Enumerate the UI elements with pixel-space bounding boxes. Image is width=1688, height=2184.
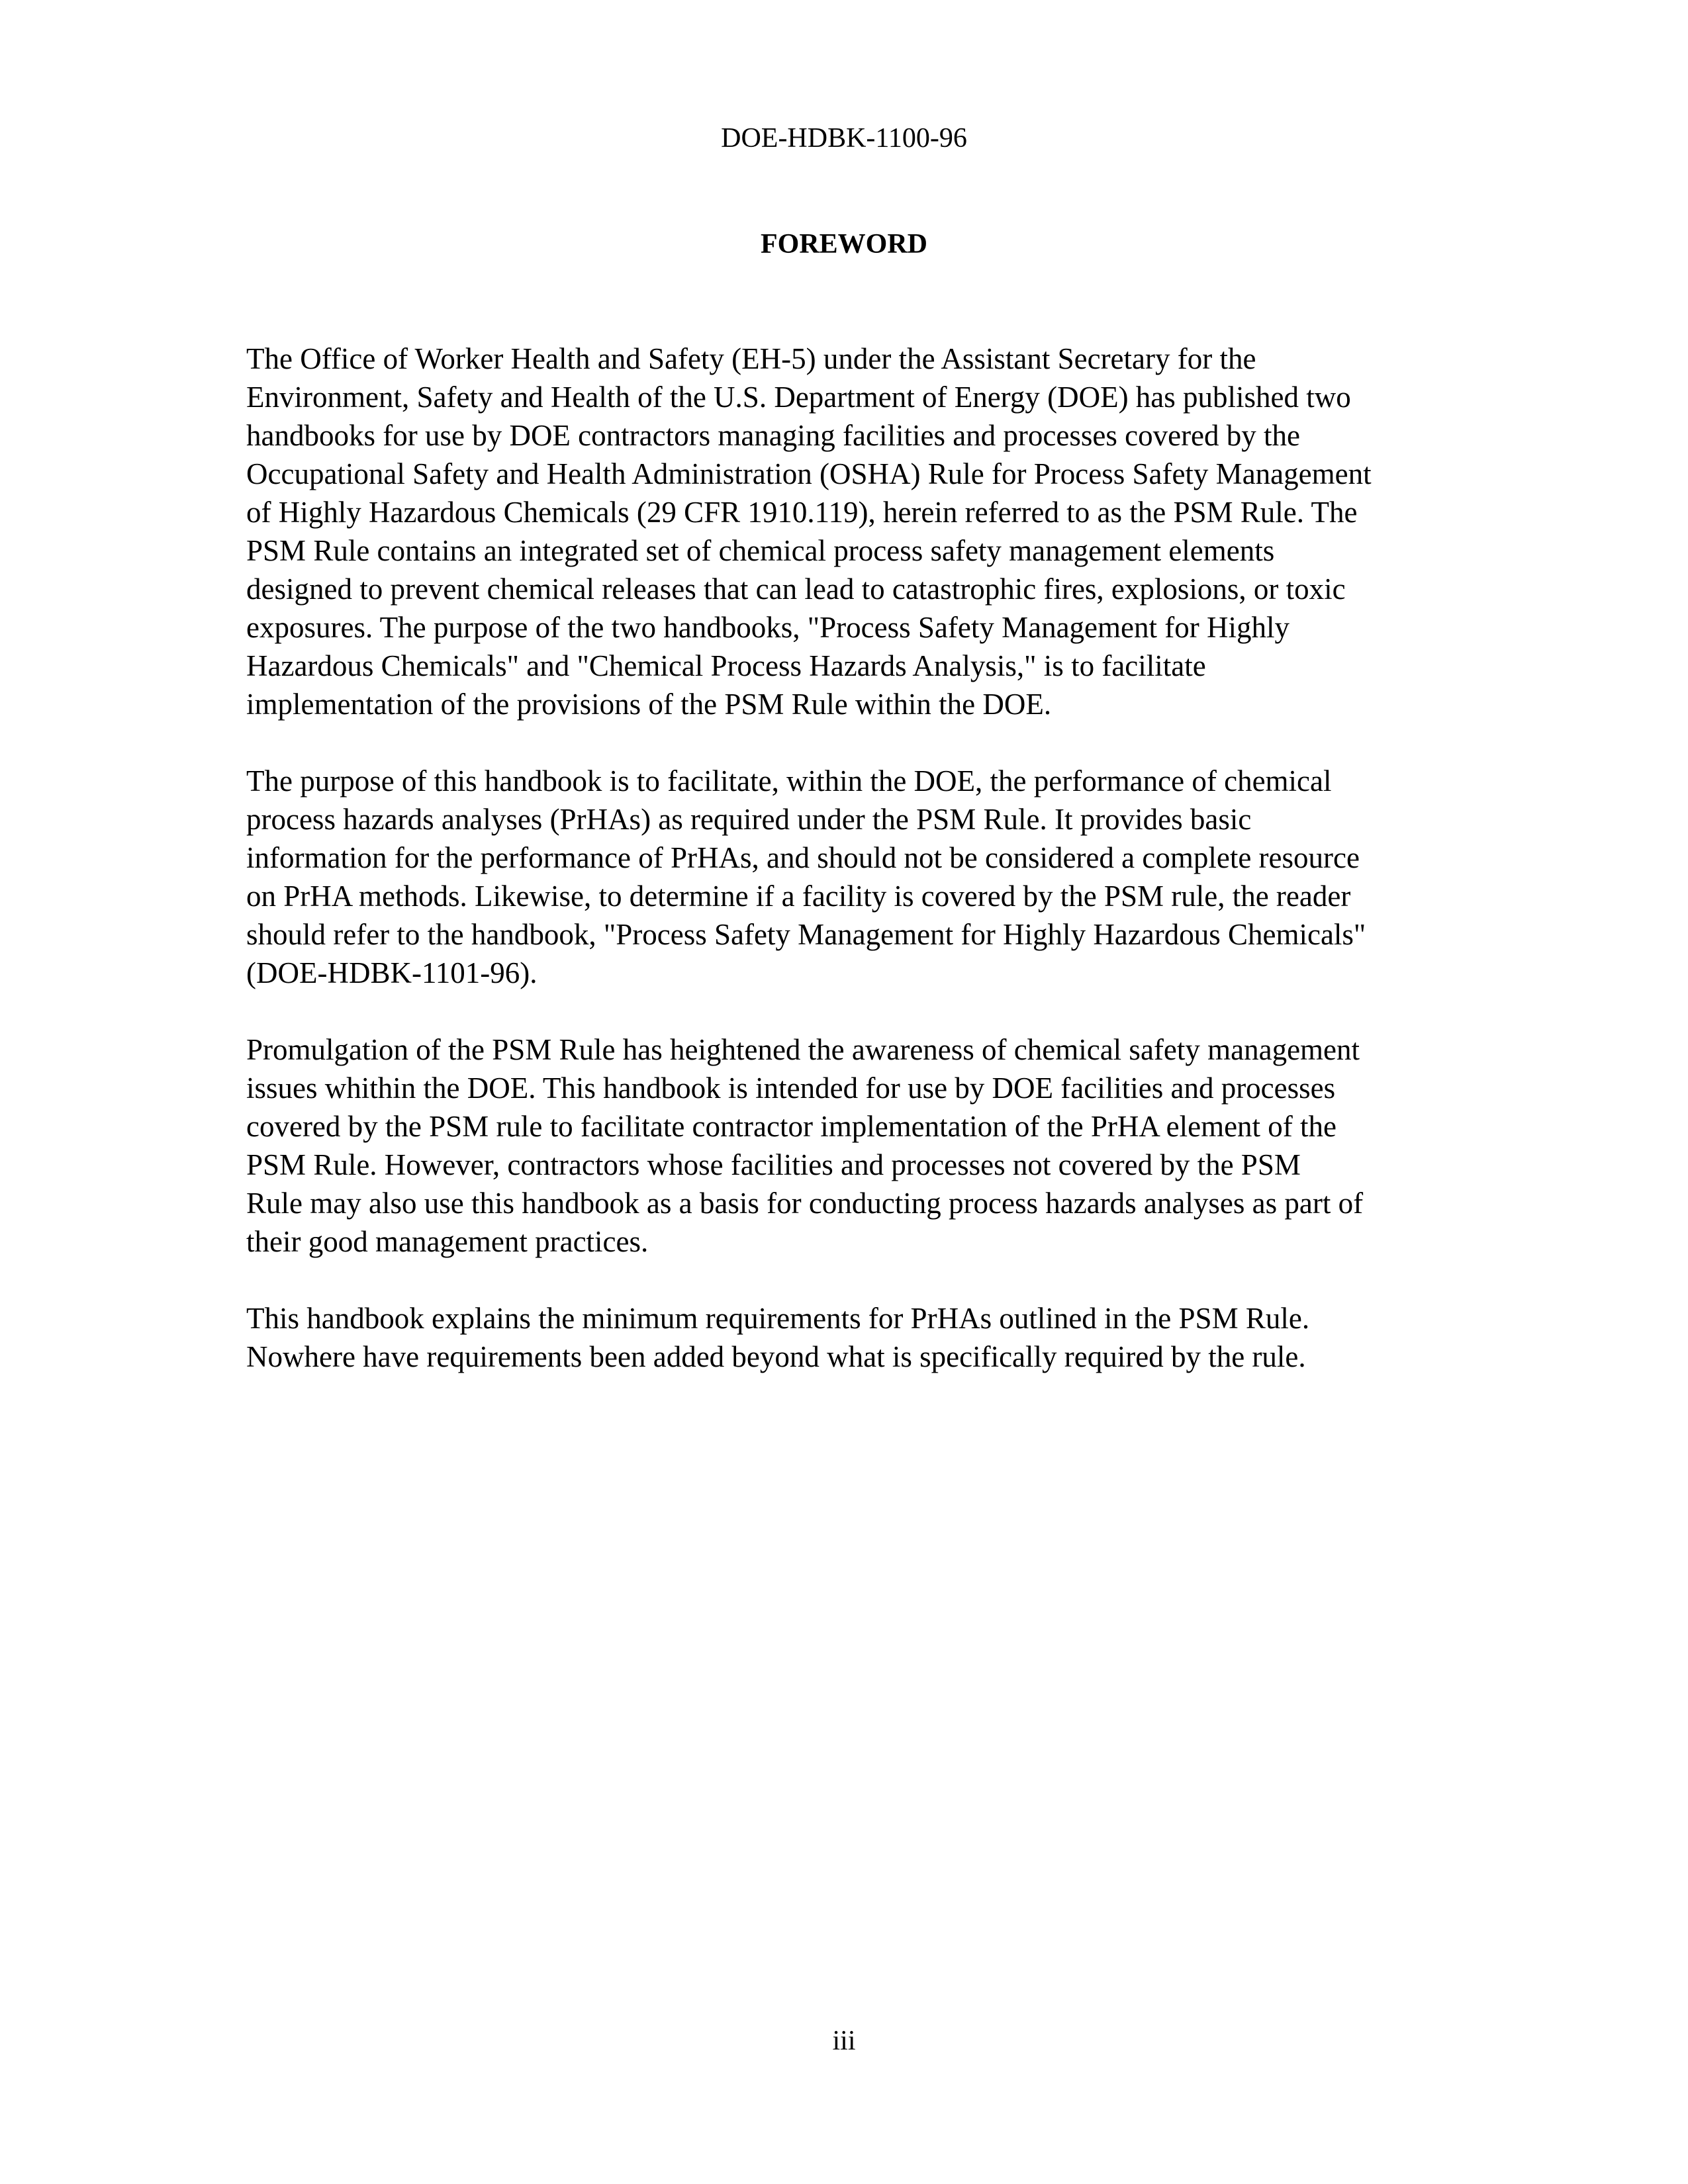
paragraph-line: Hazardous Chemicals" and "Chemical Process Hazards Analysis," is to facilitate — [246, 649, 1206, 682]
paragraph-line: Promulgation of the PSM Rule has heightened the awareness of chemical safety management — [246, 1033, 1360, 1066]
paragraph-line: Rule may also use this handbook as a basis for conducting process hazards analyses as part of — [246, 1187, 1364, 1220]
paragraph-line: PSM Rule contains an integrated set of chemical process safety management elements — [246, 534, 1275, 567]
paragraph-line: exposures. The purpose of the two handbooks, "Process Safety Management for Highly — [246, 611, 1289, 644]
paragraph-line: implementation of the provisions of the PSM Rule within the DOE. — [246, 688, 1052, 721]
paragraph-line: process hazards analyses (PrHAs) as required under the PSM Rule. It provides basic — [246, 803, 1252, 836]
paragraph-1 — [246, 340, 1530, 723]
paragraph-3 — [246, 1030, 1530, 1261]
paragraph-4 — [246, 1299, 1530, 1376]
foreword-body — [246, 340, 1530, 1414]
paragraph-line: Environment, Safety and Health of the U.S. Department of Energy (DOE) has published two — [246, 381, 1351, 414]
paragraph-line: issues whithin the DOE. This handbook is intended for use by DOE facilities and processes — [246, 1071, 1336, 1105]
paragraph-line: their good management practices. — [246, 1225, 649, 1258]
section-heading: FOREWORD — [761, 229, 927, 259]
paragraph-line: handbooks for use by DOE contractors managing facilities and processes covered by the — [246, 419, 1301, 452]
paragraph-line: Nowhere have requirements been added beyond what is specifically required by the rule. — [246, 1340, 1306, 1373]
paragraph-line: The Office of Worker Health and Safety (EH-5) under the Assistant Secretary for the — [246, 342, 1256, 375]
paragraph-line: The purpose of this handbook is to facilitate, within the DOE, the performance of chemical — [246, 764, 1332, 797]
page-number: iii — [832, 2026, 856, 2056]
paragraph-line: on PrHA methods. Likewise, to determine if a facility is covered by the PSM rule, the reader — [246, 880, 1351, 913]
paragraph-line: PSM Rule. However, contractors whose facilities and processes not covered by the PSM — [246, 1148, 1301, 1181]
paragraph-line: (DOE-HDBK-1101-96). — [246, 956, 538, 989]
paragraph-line: Occupational Safety and Health Administration (OSHA) Rule for Process Safety Management — [246, 457, 1372, 490]
paragraph-line: covered by the PSM rule to facilitate contractor implementation of the PrHA element of the — [246, 1110, 1337, 1143]
paragraph-line: information for the performance of PrHAs, and should not be considered a complete resource — [246, 841, 1360, 874]
paragraph-line: This handbook explains the minimum requirements for PrHAs outlined in the PSM Rule. — [246, 1302, 1310, 1335]
paragraph-line: designed to prevent chemical releases that can lead to catastrophic fires, explosions, or toxic — [246, 572, 1346, 606]
document-id-header: DOE-HDBK-1100-96 — [721, 123, 967, 154]
paragraph-line: should refer to the handbook, "Process Safety Management for Highly Hazardous Chemicals" — [246, 918, 1366, 951]
paragraph-2 — [246, 762, 1530, 992]
paragraph-line: of Highly Hazardous Chemicals (29 CFR 1910.119), herein referred to as the PSM Rule. The — [246, 496, 1358, 529]
